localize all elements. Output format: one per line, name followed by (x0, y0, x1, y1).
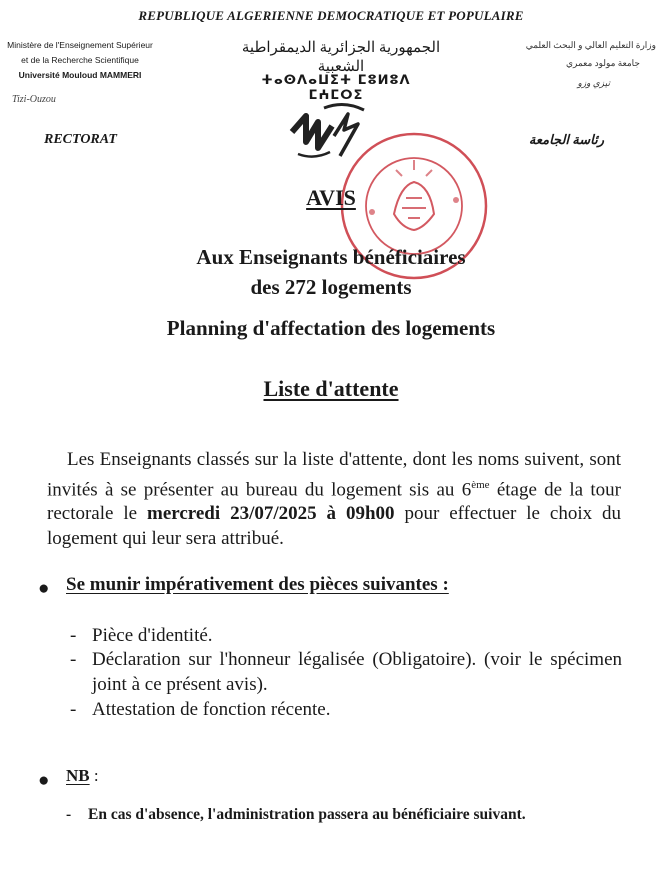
nb-text: En cas d'absence, l'administration passera au bénéficiaire suivant. (88, 806, 526, 823)
city-name: Tizi-Ouzou (12, 94, 56, 105)
audience-line-2: des 272 logements (250, 275, 412, 299)
nb-label: NB (66, 766, 90, 785)
document-item-2: Déclaration sur l'honneur légalisée (Obligatoire). (voir le spécimen joint à ce présent avis). (92, 649, 622, 695)
ministry-line-2: et de la Recherche Scientifique (21, 55, 139, 65)
arabic-university: جامعة مولود معمري (565, 58, 640, 68)
dash-icon: - (70, 699, 77, 720)
nb-heading (66, 766, 99, 786)
dash-icon: - (70, 649, 77, 670)
nb-note (66, 806, 526, 824)
notice-title (0, 185, 662, 211)
arabic-city: تيزي وزو (577, 78, 610, 88)
list-title (0, 376, 662, 402)
bullet-icon: ● (38, 770, 50, 791)
arabic-republic: الجمهورية الجزائرية الديمقراطية الشعبية (241, 40, 441, 75)
university-name: Université Mouloud MAMMERI (18, 70, 142, 80)
republic-heading: REPUBLIQUE ALGERIENNE DEMOCRATIQUE ET POPULAIRE (138, 8, 524, 23)
arabic-ministry: وزارة التعليم العالي و البحث العلمي (525, 40, 656, 50)
body-part-2: étage de la tour rectorale le (47, 478, 621, 525)
dash-icon: - (66, 806, 72, 823)
ministry-line-1: Ministère de l'Enseignement Supérieur (7, 40, 153, 50)
documents-heading: Se munir impérativement des pièces suivantes : (66, 574, 449, 595)
appointment-date: mercredi 23/07/2025 à 09h00 (147, 503, 395, 525)
list-item (70, 698, 622, 723)
tifinagh-university: ⵜⴰⵙⴷⴰⵡⵉⵜ ⵎⵓⵍⵓⴷ ⵎⵄⵎⵔⵉ (261, 73, 411, 103)
nb-colon: : (89, 766, 99, 785)
list-item (70, 624, 622, 649)
notice-body (47, 448, 621, 551)
body-superscript: ème (471, 478, 490, 491)
body-part-3: pour effectuer le choix du logement qui leur sera attribué. (47, 503, 622, 549)
dash-icon: - (70, 625, 77, 646)
rectorat-arabic-label: رئاسة الجامعة (528, 132, 604, 147)
rectorat-label: RECTORAT (44, 132, 117, 147)
notice-title-text: AVIS (306, 185, 356, 210)
list-title-text: Liste d'attente (263, 376, 399, 401)
audience-line-1: Aux Enseignants bénéficiaires (196, 245, 466, 269)
document-item-3: Attestation de fonction récente. (92, 699, 331, 720)
body-part-1: Les Enseignants classés sur la liste d'attente, dont les noms suivent, sont invités à se présenter au bureau du logement sis au 6 (47, 449, 621, 500)
document-item-1: Pièce d'identité. (92, 625, 213, 646)
bullet-icon: ● (38, 578, 50, 599)
subject-heading: Planning d'affectation des logements (166, 316, 496, 340)
list-item (70, 648, 622, 697)
